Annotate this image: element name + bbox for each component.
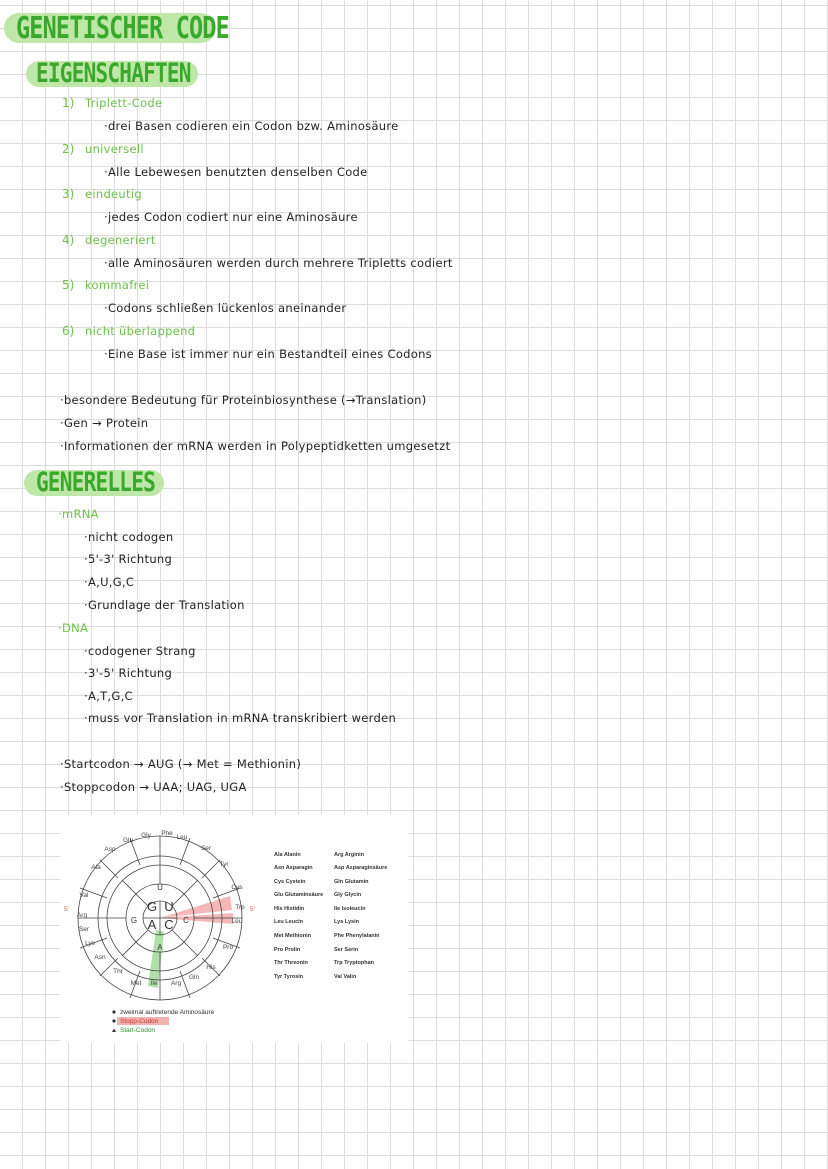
property-name: eindeutig: [85, 187, 142, 201]
property-description: ·alle Aminosäuren werden durch mehrere Tripletts codiert: [104, 256, 453, 270]
note-line: ·Informationen der mRNA werden in Polypeptidketten umgesetzt: [60, 439, 451, 453]
mrna-item: ·nicht codogen: [84, 530, 174, 544]
abbrev-right: Asp Asparaginsäure: [334, 865, 388, 871]
abbrev-left: Asn Asparagin: [274, 865, 313, 871]
abbrev-left: Ala Alanin: [274, 852, 301, 858]
legend-stop: Stopp-Codon: [120, 1018, 159, 1025]
amino-label: Val: [79, 892, 89, 899]
amino-label: Lys: [85, 940, 95, 947]
start-codon-line: ·Startcodon → AUG (→ Met = Methionin): [60, 757, 302, 771]
amino-label: His: [206, 964, 216, 971]
property-name: universell: [85, 142, 144, 156]
mrna-item: ·5'-3' Richtung: [84, 552, 173, 566]
ring-base: U: [157, 883, 163, 892]
abbrev-left: Met Methionin: [274, 933, 311, 939]
property-number: 4): [62, 233, 75, 247]
ring-base: C: [183, 916, 189, 925]
amino-label: Glu: [122, 837, 134, 844]
legend-start: Start-Codon: [120, 1027, 156, 1034]
abbrev-left: Leu Leucin: [274, 919, 304, 925]
code-sun-figure: [60, 815, 408, 1043]
amino-label: Ser: [200, 845, 212, 852]
abbrev-right: Ser Serin: [334, 947, 359, 953]
amino-label: Arg: [170, 980, 182, 987]
abbrev-right: Ile Isoleucin: [334, 906, 366, 912]
property-description: ·drei Basen codieren ein Codon bzw. Aminosäure: [104, 119, 399, 133]
amino-label: Cys: [231, 884, 243, 891]
amino-label: Asn: [94, 954, 106, 961]
abbrev-left: Pro Prolin: [274, 947, 301, 953]
abbrev-right: Arg Arginin: [334, 852, 365, 858]
dna-label: ·DNA: [58, 621, 89, 635]
amino-label: Met: [130, 980, 142, 987]
amino-label: Ile: [150, 980, 158, 987]
page-title: GENETISCHER CODE: [16, 11, 229, 46]
property-name: degeneriert: [85, 233, 156, 247]
center-base: A: [147, 917, 157, 932]
mrna-item: ·A,U,G,C: [84, 575, 135, 589]
legend-dot-icon: [112, 1010, 115, 1013]
mrna-label: ·mRNA: [58, 507, 99, 521]
property-description: ·Codons schließen lückenlos aneinander: [104, 301, 347, 315]
dna-item: ·A,T,G,C: [84, 689, 133, 703]
amino-label: Gln: [188, 974, 200, 981]
property-name: Triplett-Code: [85, 96, 163, 110]
legend-start-icon: [112, 1029, 116, 1033]
abbrev-right: Gln Glutamin: [334, 879, 369, 885]
amino-label: Asp: [104, 846, 116, 853]
amino-label: Thr: [113, 968, 123, 975]
abbrev-right: Phe Phenylalanin: [334, 933, 380, 939]
amino-label: Leu: [231, 918, 243, 925]
amino-label: Gly: [141, 832, 151, 839]
ring-base: A: [157, 943, 163, 952]
stop-codon-line: ·Stoppcodon → UAA; UAG, UGA: [60, 780, 247, 794]
amino-label: Ala: [91, 864, 101, 871]
dna-item: ·codogener Strang: [84, 644, 196, 658]
five-prime-marker: 5': [64, 906, 69, 913]
amino-label: Trp: [235, 904, 245, 911]
abbrev-left: His Histidin: [274, 906, 305, 912]
property-number: 5): [62, 278, 75, 292]
ring-base: G: [130, 916, 138, 925]
property-number: 1): [62, 96, 75, 110]
note-line: ·besondere Bedeutung für Proteinbiosynthese (→Translation): [60, 393, 427, 407]
dna-item: ·3'-5' Richtung: [84, 666, 173, 680]
center-base: G: [146, 899, 158, 914]
legend-stop-icon: [112, 1019, 115, 1022]
amino-label: Pro: [222, 944, 234, 951]
property-number: 2): [62, 142, 75, 156]
center-base: C: [164, 917, 174, 932]
amino-label: Phe: [161, 830, 173, 837]
five-prime-marker: 5': [250, 906, 255, 913]
property-description: ·jedes Codon codiert nur eine Aminosäure: [104, 210, 358, 224]
amino-label: Leu: [176, 834, 188, 841]
abbrev-left: Glu Glutaminsäure: [274, 892, 324, 898]
property-number: 3): [62, 187, 75, 201]
abbrev-left: Thr Threonin: [274, 960, 308, 966]
abbrev-right: Lys Lysin: [334, 919, 359, 925]
section-heading-eigenschaften: EIGENSCHAFTEN: [36, 58, 191, 89]
center-base: U: [164, 899, 174, 914]
amino-label: Arg: [76, 912, 88, 919]
abbrev-left: Tyr Tyrosin: [274, 974, 304, 980]
property-name: nicht überlappend: [85, 324, 196, 338]
mrna-item: ·Grundlage der Translation: [84, 598, 245, 612]
abbrev-right: Val Valin: [334, 974, 357, 980]
abbrev-right: Trp Tryptophan: [334, 960, 375, 966]
amino-label: Ser: [78, 926, 90, 933]
code-sun-svg: [60, 815, 408, 1043]
property-description: ·Alle Lebewesen benutzten denselben Code: [104, 165, 368, 179]
abbrev-left: Cys Cystein: [274, 879, 306, 885]
property-description: ·Eine Base ist immer nur ein Bestandteil eines Codons: [104, 347, 432, 361]
legend-twice: zweimal auftretende Aminosäure: [120, 1009, 215, 1016]
abbrev-right: Gly Glycin: [334, 892, 362, 898]
property-name: kommafrei: [85, 278, 150, 292]
note-line: ·Gen → Protein: [60, 416, 149, 430]
section-heading-generelles: GENERELLES: [36, 467, 155, 498]
property-number: 6): [62, 324, 75, 338]
amino-label: Tyr: [219, 861, 229, 868]
dna-item: ·muss vor Translation in mRNA transkribiert werden: [84, 711, 397, 725]
